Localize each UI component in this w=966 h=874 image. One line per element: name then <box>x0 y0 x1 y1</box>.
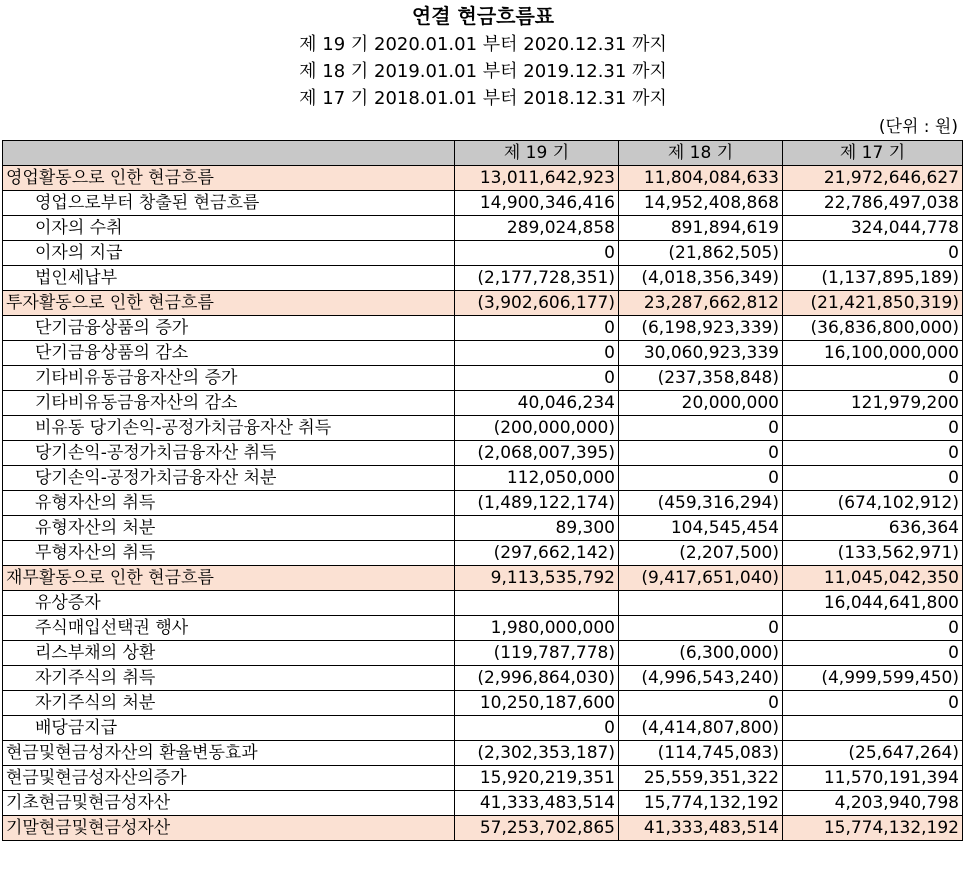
value-period-18: (6,198,923,339) <box>619 316 783 341</box>
value-period-17: 0 <box>783 466 963 491</box>
value-period-18: 0 <box>619 691 783 716</box>
row-label: 기타비유동금융자산의 감소 <box>3 391 455 416</box>
value-period-18: (4,018,356,349) <box>619 266 783 291</box>
value-period-19: (200,000,000) <box>455 416 619 441</box>
value-period-17: 21,972,646,627 <box>783 166 963 191</box>
row-label: 기타비유동금융자산의 증가 <box>3 366 455 391</box>
value-period-18: (114,745,083) <box>619 741 783 766</box>
value-period-19: (1,489,122,174) <box>455 491 619 516</box>
value-period-19: 41,333,483,514 <box>455 791 619 816</box>
table-row <box>3 466 963 491</box>
table-row <box>3 366 963 391</box>
row-label: 기말현금및현금성자산 <box>3 816 455 841</box>
unit-label: (단위 : 원) <box>878 117 958 137</box>
value-period-17: 15,774,132,192 <box>783 816 963 841</box>
value-period-19: (2,068,007,395) <box>455 441 619 466</box>
table-row <box>3 666 963 691</box>
row-label: 유형자산의 취득 <box>3 491 455 516</box>
value-period-18: (6,300,000) <box>619 641 783 666</box>
table-row <box>3 716 963 741</box>
value-period-18: (2,207,500) <box>619 541 783 566</box>
value-period-18: 0 <box>619 466 783 491</box>
value-period-17: 11,045,042,350 <box>783 566 963 591</box>
value-period-18: (459,316,294) <box>619 491 783 516</box>
value-period-18: 41,333,483,514 <box>619 816 783 841</box>
table-row <box>3 591 963 616</box>
row-label: 재무활동으로 인한 현금흐름 <box>3 566 455 591</box>
value-period-19: (2,996,864,030) <box>455 666 619 691</box>
table-row <box>3 266 963 291</box>
table-row <box>3 566 963 591</box>
table-row <box>3 641 963 666</box>
statement-header <box>0 0 966 140</box>
row-label: 현금및현금성자산의 환율변동효과 <box>3 741 455 766</box>
table-row <box>3 491 963 516</box>
table-row <box>3 516 963 541</box>
cash-flow-table <box>2 140 963 841</box>
value-period-18: 0 <box>619 416 783 441</box>
value-period-19: 112,050,000 <box>455 466 619 491</box>
value-period-18 <box>619 591 783 616</box>
value-period-17: (21,421,850,319) <box>783 291 963 316</box>
row-label: 당기손익-공정가치금융자산 취득 <box>3 441 455 466</box>
value-period-19: 15,920,219,351 <box>455 766 619 791</box>
value-period-18: (9,417,651,040) <box>619 566 783 591</box>
value-period-19: 0 <box>455 241 619 266</box>
header-period-18: 제 18 기 <box>619 141 783 166</box>
value-period-17: 0 <box>783 641 963 666</box>
row-label: 자기주식의 취득 <box>3 666 455 691</box>
row-label: 자기주식의 처분 <box>3 691 455 716</box>
header-period-17: 제 17 기 <box>783 141 963 166</box>
table-row <box>3 416 963 441</box>
value-period-18: (4,996,543,240) <box>619 666 783 691</box>
row-label: 단기금융상품의 감소 <box>3 341 455 366</box>
period-line-18: 제 18 기 2019.01.01 부터 2019.12.31 까지 <box>299 61 667 82</box>
statement-title: 연결 현금흐름표 <box>411 4 555 28</box>
value-period-17: 0 <box>783 366 963 391</box>
value-period-18: 104,545,454 <box>619 516 783 541</box>
value-period-19: 40,046,234 <box>455 391 619 416</box>
table-row <box>3 741 963 766</box>
row-label: 이자의 지급 <box>3 241 455 266</box>
value-period-19: (2,177,728,351) <box>455 266 619 291</box>
table-row <box>3 166 963 191</box>
value-period-18: 891,894,619 <box>619 216 783 241</box>
table-row <box>3 191 963 216</box>
row-label: 투자활동으로 인한 현금흐름 <box>3 291 455 316</box>
value-period-17: 0 <box>783 441 963 466</box>
table-row <box>3 816 963 841</box>
table-row <box>3 766 963 791</box>
table-row <box>3 691 963 716</box>
value-period-18: 23,287,662,812 <box>619 291 783 316</box>
value-period-19: 13,011,642,923 <box>455 166 619 191</box>
value-period-18: 30,060,923,339 <box>619 341 783 366</box>
period-line-19: 제 19 기 2020.01.01 부터 2020.12.31 까지 <box>299 34 667 55</box>
value-period-17: 4,203,940,798 <box>783 791 963 816</box>
value-period-18: (4,414,807,800) <box>619 716 783 741</box>
value-period-18: 0 <box>619 441 783 466</box>
value-period-19: 14,900,346,416 <box>455 191 619 216</box>
value-period-18: 14,952,408,868 <box>619 191 783 216</box>
table-row <box>3 341 963 366</box>
table-row <box>3 216 963 241</box>
row-label: 단기금융상품의 증가 <box>3 316 455 341</box>
row-label: 배당금지급 <box>3 716 455 741</box>
value-period-18: (21,862,505) <box>619 241 783 266</box>
value-period-18: 15,774,132,192 <box>619 791 783 816</box>
value-period-17: 0 <box>783 416 963 441</box>
value-period-19: 1,980,000,000 <box>455 616 619 641</box>
value-period-17: 16,100,000,000 <box>783 341 963 366</box>
row-label: 영업으로부터 창출된 현금흐름 <box>3 191 455 216</box>
value-period-18: 25,559,351,322 <box>619 766 783 791</box>
header-period-19: 제 19 기 <box>455 141 619 166</box>
value-period-17: (1,137,895,189) <box>783 266 963 291</box>
table-row <box>3 541 963 566</box>
header-label-cell <box>3 141 455 166</box>
value-period-18: 0 <box>619 616 783 641</box>
value-period-19 <box>455 591 619 616</box>
value-period-19: (297,662,142) <box>455 541 619 566</box>
value-period-17: (133,562,971) <box>783 541 963 566</box>
value-period-19: 9,113,535,792 <box>455 566 619 591</box>
value-period-17: 0 <box>783 241 963 266</box>
row-label: 리스부채의 상환 <box>3 641 455 666</box>
value-period-17 <box>783 716 963 741</box>
row-label: 당기손익-공정가치금융자산 처분 <box>3 466 455 491</box>
row-label: 주식매입선택권 행사 <box>3 616 455 641</box>
value-period-17: 11,570,191,394 <box>783 766 963 791</box>
value-period-17: (674,102,912) <box>783 491 963 516</box>
value-period-19: (2,302,353,187) <box>455 741 619 766</box>
table-row <box>3 316 963 341</box>
row-label: 유상증자 <box>3 591 455 616</box>
value-period-19: 0 <box>455 316 619 341</box>
value-period-17: (25,647,264) <box>783 741 963 766</box>
row-label: 기초현금및현금성자산 <box>3 791 455 816</box>
row-label: 법인세납부 <box>3 266 455 291</box>
value-period-17: (36,836,800,000) <box>783 316 963 341</box>
value-period-17: 22,786,497,038 <box>783 191 963 216</box>
value-period-17: 636,364 <box>783 516 963 541</box>
value-period-19: 10,250,187,600 <box>455 691 619 716</box>
value-period-17: 0 <box>783 691 963 716</box>
table-row <box>3 616 963 641</box>
table-body <box>3 166 963 841</box>
row-label: 이자의 수취 <box>3 216 455 241</box>
table-header-row <box>3 141 963 166</box>
table-row <box>3 391 963 416</box>
value-period-18: 11,804,084,633 <box>619 166 783 191</box>
row-label: 비유동 당기손익-공정가치금융자산 취득 <box>3 416 455 441</box>
value-period-17: 16,044,641,800 <box>783 591 963 616</box>
value-period-19: 0 <box>455 341 619 366</box>
value-period-17: 324,044,778 <box>783 216 963 241</box>
table-row <box>3 241 963 266</box>
value-period-18: (237,358,848) <box>619 366 783 391</box>
table-row <box>3 441 963 466</box>
value-period-19: 57,253,702,865 <box>455 816 619 841</box>
row-label: 무형자산의 취득 <box>3 541 455 566</box>
period-line-17: 제 17 기 2018.01.01 부터 2018.12.31 까지 <box>299 88 667 109</box>
table-row <box>3 791 963 816</box>
value-period-18: 20,000,000 <box>619 391 783 416</box>
value-period-17: 121,979,200 <box>783 391 963 416</box>
value-period-19: 89,300 <box>455 516 619 541</box>
row-label: 유형자산의 처분 <box>3 516 455 541</box>
value-period-17: 0 <box>783 616 963 641</box>
value-period-19: (3,902,606,177) <box>455 291 619 316</box>
value-period-19: 0 <box>455 716 619 741</box>
value-period-19: 289,024,858 <box>455 216 619 241</box>
row-label: 현금및현금성자산의증가 <box>3 766 455 791</box>
table-row <box>3 291 963 316</box>
value-period-19: (119,787,778) <box>455 641 619 666</box>
value-period-19: 0 <box>455 366 619 391</box>
row-label: 영업활동으로 인한 현금흐름 <box>3 166 455 191</box>
value-period-17: (4,999,599,450) <box>783 666 963 691</box>
